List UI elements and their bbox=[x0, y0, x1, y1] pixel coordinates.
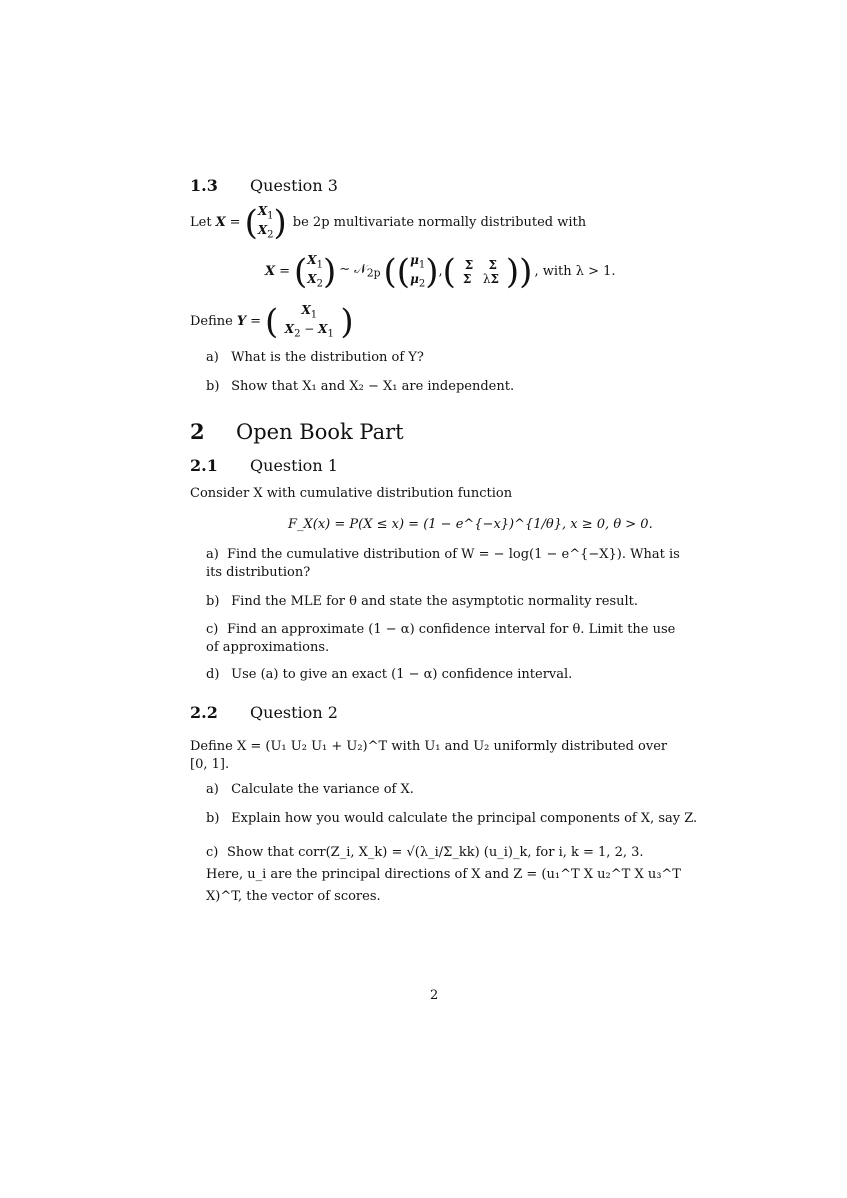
section-2-title: Open Book Part bbox=[236, 420, 404, 444]
q21-heading bbox=[190, 456, 338, 475]
q22-item-c: c) Show that corr(Z_i, X_k) = √(λ_i/Σ_kk) (u_i)_k, for i, k = 1, 2, 3. Here, u_i are the principal directions of X and Z = (u₁^T X u₂^T X u₃^T X)^T, the vector of scores. bbox=[206, 845, 681, 904]
q22-title: Question 2 bbox=[250, 703, 338, 722]
q21-item-a: a) Find the cumulative distribution of W = − log(1 − e^{−X}). What is its distribution? bbox=[206, 547, 680, 580]
q13-let-suffix: be 2p multivariate normally distributed with bbox=[292, 215, 587, 230]
q22-heading bbox=[190, 703, 338, 722]
q21-number: 2.1 bbox=[190, 456, 218, 475]
x-vector: $X_1$ $X_2$ bbox=[257, 203, 274, 241]
q21-item-d: d) Use (a) to give an exact (1 − α) confidence interval. bbox=[206, 667, 573, 682]
y-vector: $X_1$ $X_2 - X_1$ bbox=[284, 302, 334, 340]
q13-number: 1.3 bbox=[190, 176, 218, 195]
section-2-heading bbox=[190, 419, 404, 444]
page-number: 2 bbox=[430, 988, 439, 1003]
q21-item-c: c) Find an approximate (1 − α) confidence interval for θ. Limit the use of approximations. bbox=[206, 622, 676, 655]
q13-dist-with: , with λ > 1. bbox=[534, 264, 616, 279]
q22-item-a: a) Calculate the variance of X. bbox=[206, 782, 414, 797]
q13-item-a: a) What is the distribution of Y? bbox=[206, 350, 424, 365]
q22-number: 2.2 bbox=[190, 703, 218, 722]
q13-title: Question 3 bbox=[250, 176, 338, 195]
q13-x-symbol: X bbox=[215, 215, 226, 230]
q21-item-b: b) Find the MLE for θ and state the asymptotic normality result. bbox=[206, 594, 639, 609]
paren-left: ( bbox=[244, 203, 258, 243]
q13-let-prefix: Let bbox=[190, 215, 212, 230]
section-2-number: 2 bbox=[190, 419, 205, 444]
q13-item-b: b) Show that X₁ and X₂ − X₁ are independent. bbox=[206, 379, 515, 394]
covariance-matrix: Σ Σ Σ λΣ bbox=[462, 258, 499, 286]
q13-define-prefix: Define bbox=[190, 314, 233, 329]
q13-heading bbox=[190, 176, 338, 195]
q13-distribution-formula: X = ( $X_1$ $X_2$ ) ∼ 𝒩$_{2p}$ ( ( $\mu_1$ $\mu_2$ ) , ( Σ Σ Σ λΣ ) ) , with λ > 1. bbox=[265, 252, 616, 292]
q13-define-line: Define Y = ( $X_1$ $X_2 - X_1$ ) bbox=[190, 302, 354, 342]
equals-sign: = bbox=[229, 215, 241, 230]
formula-x: X bbox=[265, 264, 276, 279]
paren-right: ) bbox=[273, 203, 287, 243]
q22-intro: Define X = (U₁ U₂ U₁ + U₂)^T with U₁ and U₂ uniformly distributed over [0, 1]. bbox=[190, 739, 668, 772]
q21-formula: F_X(x) = P(X ≤ x) = (1 − e^{−x})^{1/θ}, x ≥ 0, θ > 0. bbox=[288, 517, 653, 532]
q21-title: Question 1 bbox=[250, 456, 338, 475]
q21-intro: Consider X with cumulative distribution function bbox=[190, 486, 513, 501]
q13-let-line bbox=[190, 205, 586, 241]
q22-item-b: b) Explain how you would calculate the principal components of X, say Z. bbox=[206, 811, 698, 826]
